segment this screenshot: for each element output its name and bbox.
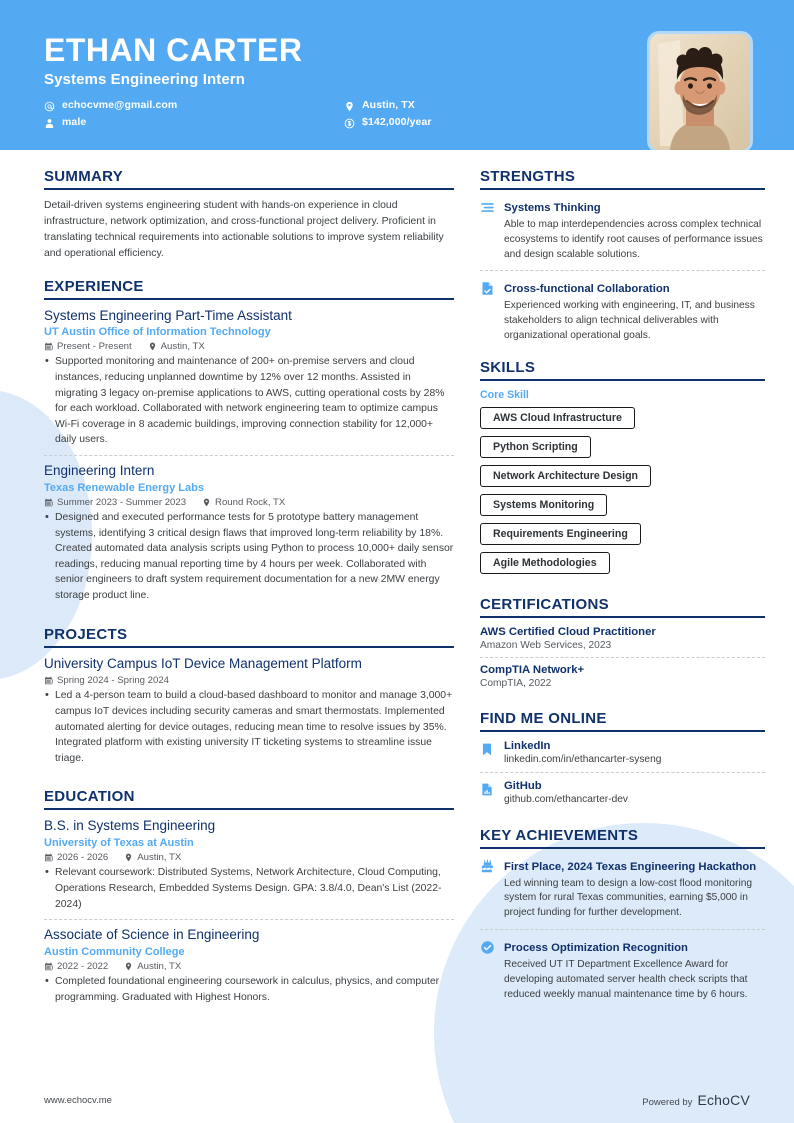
left-column	[44, 168, 454, 1027]
skill-tag[interactable]: Requirements Engineering	[480, 523, 641, 545]
location-pin-icon	[344, 99, 355, 110]
contact-email-value: echocvme@gmail.com	[62, 98, 178, 111]
contact-salary-value: $142,000/year	[362, 115, 432, 128]
summary-text: Detail-driven systems engineering student with hands-on experience in cloud infrastructure, network optimization, and cross-functional project delivery. Proficient in translating technical requirements into actionable solutions to improve system reliability and operational efficiency.	[44, 200, 444, 260]
entry-organization: University of Texas at Austin	[44, 837, 194, 850]
entry-dates: 2022 - 2022	[44, 961, 108, 972]
contact-location-value: Austin, TX	[362, 98, 415, 111]
cake-icon	[480, 857, 495, 921]
right-column	[480, 168, 765, 1027]
entry-title: B.S. in Systems Engineering	[44, 818, 216, 834]
divider	[44, 646, 454, 648]
resume-footer	[0, 1077, 794, 1123]
calendar-icon	[44, 498, 53, 507]
entry-title: Associate of Science in Engineering	[44, 927, 260, 943]
achievement-body	[504, 857, 765, 921]
lines-list-icon	[480, 198, 495, 262]
divider	[44, 188, 454, 190]
strength-description: Experienced working with engineering, IT, and business stakeholders to align technical deliverables with organizational operational goals.	[504, 300, 755, 341]
location-pin-icon	[202, 498, 211, 507]
bullet: • Supported monitoring and maintenance of 200+ on-premise servers and cloud instances, reducing unplanned downtime by 12% over 12 months. Assisted in migrating 3 legacy on-premise applications to AWS, cutting operational costs by 28% for each workload. Collaborated with network engineering team to optimize campus Wi-Fi coverage in 8 academic buildings, improving connection stability for 12,000+ daily users.	[44, 354, 454, 448]
entry-meta	[44, 497, 454, 508]
entry-dates: Spring 2024 - Spring 2024	[44, 675, 169, 686]
entry-meta	[44, 675, 454, 686]
section-title-experience: EXPERIENCE	[44, 277, 144, 295]
section-title-projects: PROJECTS	[44, 625, 128, 643]
entry-meta	[44, 961, 454, 972]
section-certifications	[480, 596, 765, 695]
strength-title: Cross-functional Collaboration	[504, 283, 670, 296]
section-experience	[44, 278, 454, 611]
skill-category-label: Core Skill	[480, 388, 529, 401]
online-profile-linkedin[interactable]	[480, 740, 765, 773]
education-entry	[44, 927, 454, 1012]
footer-powered-label: Powered by	[642, 1097, 693, 1108]
entry-location: Austin, TX	[148, 341, 205, 352]
online-url[interactable]: github.com/ethancarter-dev	[504, 793, 629, 805]
education-entry	[44, 818, 454, 920]
section-find-me-online	[480, 710, 765, 812]
online-body	[504, 780, 628, 805]
achievement-title: First Place, 2024 Texas Engineering Hackathon	[504, 860, 757, 873]
entry-organization: Texas Renewable Energy Labs	[44, 481, 204, 494]
location-pin-icon	[148, 342, 157, 351]
header-left	[44, 30, 432, 128]
online-body	[504, 740, 661, 765]
document-chart-icon	[480, 780, 495, 805]
resume-body	[0, 150, 794, 1027]
bookmark-icon	[480, 740, 495, 765]
section-education	[44, 788, 454, 1012]
entry-title: University Campus IoT Device Management Platform	[44, 655, 362, 671]
section-title-achievements: KEY ACHIEVEMENTS	[480, 826, 639, 844]
achievement-title: Process Optimization Recognition	[504, 942, 688, 955]
strength-description: Able to map interdependencies across complex technical ecosystems to identify root causes of performance issues and design scalable solutions.	[504, 219, 763, 260]
avatar	[650, 34, 750, 150]
section-title-strengths: STRENGTHS	[480, 168, 576, 185]
divider	[44, 808, 454, 810]
certification-item	[480, 626, 765, 658]
certification-issuer: Amazon Web Services, 2023	[480, 639, 612, 651]
skill-tag[interactable]: Network Architecture Design	[480, 465, 651, 487]
footer-brand: EchoCV	[697, 1092, 750, 1108]
online-label: GitHub	[504, 779, 542, 792]
calendar-icon	[44, 853, 53, 862]
entry-location: Round Rock, TX	[202, 497, 285, 508]
entry-dates: 2026 - 2026	[44, 852, 108, 863]
candidate-name: ETHAN CARTER	[44, 32, 303, 68]
divider	[480, 188, 765, 190]
project-entry	[44, 656, 454, 774]
certification-name: CompTIA Network+	[480, 663, 585, 676]
section-title-summary: SUMMARY	[44, 168, 124, 185]
section-title-online: FIND ME ONLINE	[480, 709, 607, 727]
entry-dates: Present - Present	[44, 341, 132, 352]
section-summary	[44, 168, 454, 263]
location-pin-icon	[124, 962, 133, 971]
skill-tag[interactable]: Agile Methodologies	[480, 552, 610, 574]
experience-entry	[44, 463, 454, 611]
divider	[480, 379, 765, 381]
entry-organization: Austin Community College	[44, 946, 185, 959]
achievement-description: Led winning team to design a low-cost flood monitoring system for rural Texas communities, earning $5,000 in project funding for further development.	[504, 877, 753, 919]
calendar-icon	[44, 342, 53, 351]
entry-bullets	[44, 688, 454, 766]
skill-tag[interactable]: Systems Monitoring	[480, 494, 607, 516]
strength-title: Systems Thinking	[504, 202, 601, 214]
section-strengths	[480, 168, 765, 344]
footer-url[interactable]: www.echocv.me	[44, 1094, 112, 1106]
contact-location	[344, 99, 432, 111]
contact-salary	[344, 116, 432, 128]
section-key-achievements	[480, 827, 765, 1003]
section-skills	[480, 359, 765, 581]
entry-bullets	[44, 865, 454, 912]
achievement-description: Received UT IT Department Excellence Award for developing automated server health check scripts that reduced weekly manual maintenance time by 6 hours.	[504, 959, 748, 1000]
bullet: • Relevant coursework: Distributed Systems, Network Architecture, Cloud Computing, Operations Research, Embedded Systems Design. GPA: 3.8/4.0, Dean's List (2022-2024)	[44, 865, 454, 912]
calendar-icon	[44, 676, 53, 685]
entry-meta	[44, 341, 454, 352]
certification-issuer: CompTIA, 2022	[480, 677, 552, 689]
entry-dates: Summer 2023 - Summer 2023	[44, 497, 186, 508]
entry-location: Austin, TX	[124, 961, 181, 972]
section-title-education: EDUCATION	[44, 788, 135, 806]
certification-item	[480, 664, 765, 695]
entry-organization: UT Austin Office of Information Technology	[44, 326, 271, 339]
resume-header	[0, 0, 794, 150]
section-projects	[44, 626, 454, 774]
document-check-icon	[480, 279, 495, 343]
candidate-role: Systems Engineering Intern	[44, 70, 245, 88]
entry-bullets	[44, 354, 454, 448]
bullet: • Led a 4-person team to build a cloud-based dashboard to monitor and manage 3,000+ campus IoT devices including security cameras and smart thermostats. Implemented automated alerting for device outages, reducing mean time to resolve issues by 35%. Integrated platform with existing university IT ticketing systems to streamline issue triage.	[44, 688, 454, 766]
footer-powered-by	[642, 1092, 750, 1108]
at-icon	[44, 99, 55, 110]
strength-body	[504, 279, 765, 343]
online-profile-github[interactable]	[480, 780, 765, 812]
entry-title: Systems Engineering Part-Time Assistant	[44, 307, 292, 323]
location-pin-icon	[124, 853, 133, 862]
achievement-body	[504, 938, 765, 1002]
contact-gender-value: male	[62, 115, 87, 128]
bullet: • Completed foundational engineering coursework in calculus, physics, and computer programming. Graduated with Highest Honors.	[44, 974, 454, 1005]
divider	[480, 730, 765, 732]
experience-entry	[44, 308, 454, 457]
entry-meta	[44, 852, 454, 863]
salary-coin-icon	[344, 116, 355, 127]
divider	[44, 298, 454, 300]
calendar-icon	[44, 962, 53, 971]
strength-item	[480, 279, 765, 343]
achievement-item	[480, 938, 765, 1002]
section-title-skills: SKILLS	[480, 358, 536, 376]
entry-bullets	[44, 510, 454, 604]
bullet: • Designed and executed performance tests for 5 prototype battery management systems, identifying 3 critical design flaws that improved long-term reliability by 18%. Created automated data analysis scripts using Python to process 10,000+ daily sensor readings, reducing manual reporting time by 4 hours per week. Collaborated with senior engineers to draft system requirement documentation for a new 2MW energy storage product line.	[44, 510, 454, 604]
circle-check-icon	[480, 938, 495, 1002]
online-url[interactable]: linkedin.com/in/ethancarter-syseng	[504, 753, 662, 765]
skill-tag[interactable]: AWS Cloud Infrastructure	[480, 407, 635, 429]
person-icon	[44, 116, 55, 127]
section-title-certifications: CERTIFICATIONS	[480, 595, 609, 613]
skill-tag[interactable]: Python Scripting	[480, 436, 591, 458]
divider	[480, 847, 765, 849]
entry-location: Austin, TX	[124, 852, 181, 863]
contact-grid	[44, 99, 432, 128]
strength-body	[504, 198, 765, 262]
certification-name: AWS Certified Cloud Practitioner	[480, 625, 656, 638]
skills-list	[480, 407, 765, 581]
entry-title: Engineering Intern	[44, 463, 155, 479]
strength-item	[480, 198, 765, 271]
contact-gender	[44, 116, 344, 128]
contact-email	[44, 99, 344, 111]
divider	[480, 616, 765, 618]
achievement-item	[480, 857, 765, 930]
entry-bullets	[44, 974, 454, 1005]
online-label: LinkedIn	[504, 739, 551, 752]
